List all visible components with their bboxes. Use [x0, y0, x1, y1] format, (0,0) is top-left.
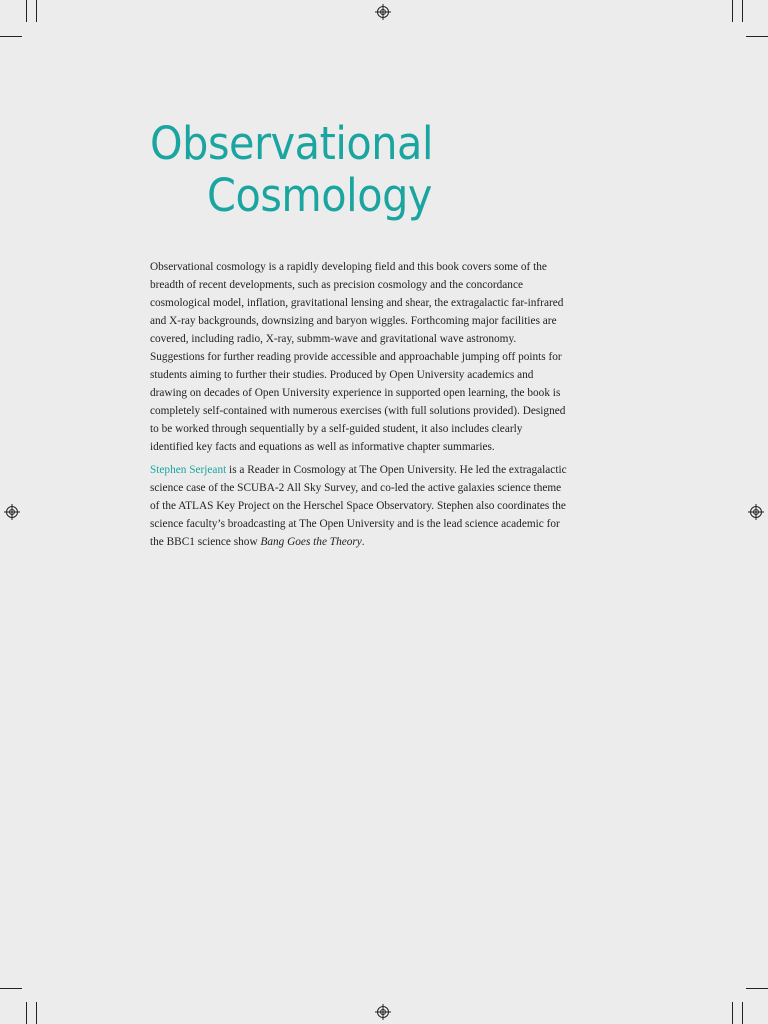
crop-mark-bottom-left-v1 [26, 1002, 27, 1024]
crop-mark-bottom-right-v1 [732, 1002, 733, 1024]
registration-mark-icon [375, 4, 391, 20]
book-title [150, 118, 458, 222]
author-bio [150, 461, 568, 551]
crop-mark-bottom-right-v2 [742, 1002, 743, 1024]
author-bio-end: . [361, 536, 365, 548]
crop-mark-bottom-left-h [0, 988, 22, 989]
author-bio-text: is a Reader in Cosmology at The Open University. He led the extragalactic science case of the SCUBA-2 All Sky Survey, and co-led the active galaxies science theme of the ATLAS Key Project on the Herschel Space Observatory. Stephen also coordinates the science faculty’s broadcasting at The Open University and is the lead science academic for the BBC1 science show [150, 464, 567, 548]
registration-mark-icon [748, 504, 764, 520]
tv-show-title: Bang Goes the Theory [260, 536, 362, 548]
crop-mark-top-right-h [746, 36, 768, 37]
book-title-line1: Observational [150, 117, 434, 170]
crop-mark-top-left-v2 [36, 0, 37, 22]
crop-mark-top-right-v2 [742, 0, 743, 22]
crop-mark-bottom-right-h [746, 988, 768, 989]
book-description: Observational cosmology is a rapidly developing field and this book covers some of the breadth of recent developments, such as precision cosmology and the concordance cosmological model, inflation, gravitational lensing and shear, the extragalactic far-infrared and X-ray backgrounds, downsizing and baryon wiggles. Forthcoming major facilities are covered, including radio, X-ray, submm-wave and gravitational wave astronomy. Suggestions for further reading provide accessible and approachable jumping off points for students aiming to further their studies. Produced by Open University academics and drawing on decades of Open University experience in supported open learning, the book is completely self-contained with numerous exercises (with full solutions provided). Designed to be worked through sequentially by a self-guided student, it also includes clearly identified key facts and equations as well as informative chapter summaries. [150, 261, 566, 453]
book-title-line2: Cosmology [207, 169, 432, 222]
crop-mark-top-left-h [0, 36, 22, 37]
registration-mark-icon [4, 504, 20, 520]
crop-mark-bottom-left-v2 [36, 1002, 37, 1024]
registration-mark-icon [375, 1004, 391, 1020]
crop-mark-top-right-v1 [732, 0, 733, 22]
author-name: Stephen Serjeant [150, 464, 227, 476]
crop-mark-top-left-v1 [26, 0, 27, 22]
